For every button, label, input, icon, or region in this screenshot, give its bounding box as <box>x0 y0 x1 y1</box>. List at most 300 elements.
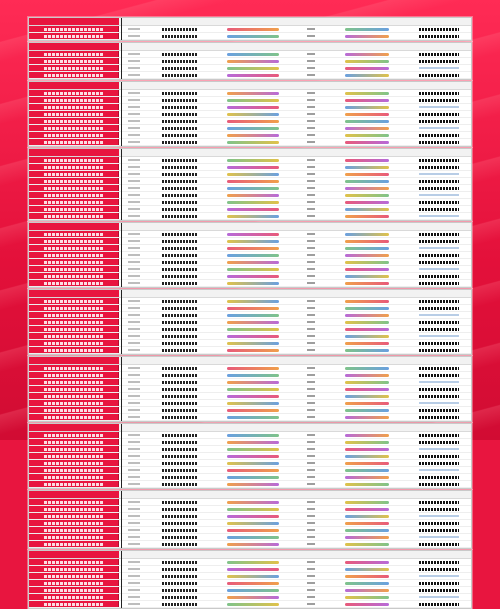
row-team-a <box>149 347 211 353</box>
row-vs-content <box>307 173 315 175</box>
row-team-a <box>149 513 211 519</box>
row-badge-b <box>327 379 407 385</box>
row-team-a-content <box>162 113 198 116</box>
row-badge-a <box>211 386 295 392</box>
row-team-a <box>149 312 211 318</box>
row-badge-a-content <box>227 187 279 190</box>
row-badge-a-content <box>227 127 279 130</box>
table-row[interactable] <box>29 259 471 266</box>
row-result <box>407 541 471 547</box>
table-row[interactable] <box>29 26 471 33</box>
row-category-content <box>44 74 104 77</box>
schedule-block <box>28 148 472 221</box>
table-row[interactable] <box>29 111 471 118</box>
table-row[interactable] <box>29 513 471 520</box>
row-result <box>407 499 471 505</box>
row-badge-b <box>327 33 407 39</box>
row-number <box>119 474 149 480</box>
row-badge-a <box>211 104 295 110</box>
row-extra-content <box>419 575 459 577</box>
row-badge-b-content <box>345 261 389 264</box>
row-number <box>119 460 149 466</box>
row-number <box>119 199 149 205</box>
table-row[interactable] <box>29 90 471 97</box>
row-result-content <box>419 483 459 486</box>
row-badge-a-content <box>227 35 279 38</box>
row-result <box>407 252 471 258</box>
row-category-content <box>44 300 104 303</box>
row-team-a <box>149 58 211 64</box>
row-team-a-content <box>162 240 198 243</box>
row-badge-a <box>211 580 295 586</box>
column-divider <box>121 43 122 79</box>
row-category-content <box>44 568 104 571</box>
row-extra-content <box>419 106 459 108</box>
row-badge-a-content <box>227 596 279 599</box>
row-number-content <box>128 127 140 129</box>
table-row[interactable] <box>29 319 471 326</box>
row-badge-b-content <box>345 240 389 243</box>
table-row[interactable] <box>29 280 471 287</box>
row-category-content <box>44 275 104 278</box>
row-badge-a <box>211 467 295 473</box>
row-badge-a <box>211 273 295 279</box>
table-row[interactable] <box>29 72 471 79</box>
row-team-a <box>149 104 211 110</box>
row-result <box>407 580 471 586</box>
row-number <box>119 347 149 353</box>
table-row[interactable] <box>29 481 471 488</box>
table-row[interactable] <box>29 326 471 333</box>
row-number <box>119 573 149 579</box>
row-badge-a-content <box>227 74 279 77</box>
row-vs <box>295 305 327 311</box>
row-result <box>407 481 471 487</box>
row-vs-content <box>307 201 315 203</box>
row-team-a-content <box>162 321 198 324</box>
row-badge-a <box>211 298 295 304</box>
row-category <box>29 104 119 110</box>
row-vs <box>295 326 327 332</box>
row-result-content <box>419 388 459 391</box>
table-row[interactable] <box>29 213 471 220</box>
block-date-label <box>29 551 119 558</box>
row-vs <box>295 580 327 586</box>
row-result <box>407 33 471 39</box>
row-result-content <box>419 113 459 116</box>
table-row[interactable] <box>29 340 471 347</box>
table-row[interactable] <box>29 312 471 319</box>
row-category <box>29 125 119 131</box>
row-vs-content <box>307 60 315 62</box>
row-vs <box>295 386 327 392</box>
row-team-a-content <box>162 469 198 472</box>
row-team-a-content <box>162 300 198 303</box>
row-result-content <box>419 374 459 377</box>
row-badge-a <box>211 587 295 593</box>
table-row[interactable] <box>29 372 471 379</box>
row-badge-a-content <box>227 568 279 571</box>
table-row[interactable] <box>29 386 471 393</box>
row-result <box>407 601 471 607</box>
row-vs-content <box>307 589 315 591</box>
row-category-content <box>44 67 104 70</box>
row-number-content <box>128 275 140 277</box>
row-badge-b <box>327 171 407 177</box>
row-result <box>407 527 471 533</box>
table-row[interactable] <box>29 566 471 573</box>
row-team-a <box>149 481 211 487</box>
row-number-content <box>128 575 140 577</box>
row-badge-b <box>327 601 407 607</box>
row-vs <box>295 474 327 480</box>
row-badge-b-content <box>345 483 389 486</box>
row-vs-content <box>307 187 315 189</box>
table-row[interactable] <box>29 139 471 146</box>
row-badge-a-content <box>227 402 279 405</box>
column-divider <box>121 551 122 608</box>
row-vs <box>295 407 327 413</box>
row-category <box>29 266 119 272</box>
table-row[interactable] <box>29 541 471 548</box>
row-badge-b <box>327 319 407 325</box>
row-team-a-content <box>162 342 198 345</box>
row-badge-a <box>211 259 295 265</box>
row-badge-a-content <box>227 522 279 525</box>
row-badge-b <box>327 206 407 212</box>
table-row[interactable] <box>29 132 471 139</box>
page-banner <box>0 0 500 16</box>
table-row[interactable] <box>29 185 471 192</box>
row-result-content <box>419 60 459 63</box>
row-extra <box>407 400 471 406</box>
row-vs <box>295 238 327 244</box>
row-badge-a-content <box>227 603 279 606</box>
row-team-a <box>149 298 211 304</box>
row-team-a-content <box>162 60 198 63</box>
table-row[interactable] <box>29 245 471 252</box>
row-number-content <box>128 374 140 376</box>
row-badge-a-content <box>227 92 279 95</box>
table-row[interactable] <box>29 97 471 104</box>
row-badge-a-content <box>227 448 279 451</box>
row-result <box>407 365 471 371</box>
row-badge-b <box>327 58 407 64</box>
table-row[interactable] <box>29 238 471 245</box>
row-number-content <box>128 261 140 263</box>
table-row[interactable] <box>29 51 471 58</box>
table-row[interactable] <box>29 580 471 587</box>
row-vs <box>295 280 327 286</box>
row-badge-a <box>211 326 295 332</box>
row-result-content <box>419 201 459 204</box>
row-number-content <box>128 106 140 108</box>
row-category-content <box>44 240 104 243</box>
row-result-content <box>419 476 459 479</box>
row-result-content <box>419 409 459 412</box>
row-badge-a <box>211 407 295 413</box>
row-category-content <box>44 508 104 511</box>
table-row[interactable] <box>29 520 471 527</box>
row-team-a <box>149 594 211 600</box>
row-number <box>119 499 149 505</box>
row-vs <box>295 587 327 593</box>
row-badge-b-content <box>345 374 389 377</box>
row-badge-a-content <box>227 501 279 504</box>
row-team-a <box>149 580 211 586</box>
row-number <box>119 379 149 385</box>
table-row[interactable] <box>29 474 471 481</box>
row-badge-b-content <box>345 173 389 176</box>
row-category <box>29 199 119 205</box>
row-vs-content <box>307 120 315 122</box>
row-result-content <box>419 455 459 458</box>
row-badge-a-content <box>227 67 279 70</box>
row-number <box>119 319 149 325</box>
row-number <box>119 125 149 131</box>
row-result-content <box>419 416 459 419</box>
row-result <box>407 111 471 117</box>
row-result <box>407 118 471 124</box>
row-number-content <box>128 201 140 203</box>
block-header <box>29 149 471 157</box>
row-vs <box>295 467 327 473</box>
row-vs-content <box>307 448 315 450</box>
row-badge-a-content <box>227 575 279 578</box>
table-row[interactable] <box>29 559 471 566</box>
table-row[interactable] <box>29 379 471 386</box>
row-team-a <box>149 446 211 452</box>
row-badge-b <box>327 372 407 378</box>
row-badge-b <box>327 481 407 487</box>
row-number-content <box>128 462 140 464</box>
table-row[interactable] <box>29 467 471 474</box>
row-vs-content <box>307 208 315 210</box>
row-result-content <box>419 35 459 38</box>
row-category-content <box>44 201 104 204</box>
row-team-a <box>149 192 211 198</box>
row-badge-b <box>327 125 407 131</box>
row-category-content <box>44 180 104 183</box>
table-row[interactable] <box>29 266 471 273</box>
row-number <box>119 171 149 177</box>
row-category-content <box>44 282 104 285</box>
table-row[interactable] <box>29 33 471 40</box>
table-row[interactable] <box>29 527 471 534</box>
row-vs-content <box>307 476 315 478</box>
row-badge-a <box>211 414 295 420</box>
table-row[interactable] <box>29 393 471 400</box>
row-badge-b <box>327 340 407 346</box>
block-date-label <box>29 290 119 297</box>
row-team-a <box>149 273 211 279</box>
row-result-content <box>419 300 459 303</box>
column-divider <box>121 82 122 146</box>
table-row[interactable] <box>29 171 471 178</box>
table-row[interactable] <box>29 453 471 460</box>
table-row[interactable] <box>29 157 471 164</box>
row-category-content <box>44 522 104 525</box>
table-row[interactable] <box>29 199 471 206</box>
table-row[interactable] <box>29 333 471 340</box>
row-badge-b-content <box>345 568 389 571</box>
row-category <box>29 594 119 600</box>
row-team-a-content <box>162 543 198 546</box>
row-badge-b-content <box>345 342 389 345</box>
row-team-a <box>149 400 211 406</box>
row-team-a <box>149 305 211 311</box>
table-row[interactable] <box>29 298 471 305</box>
table-row[interactable] <box>29 594 471 601</box>
row-result-content <box>419 166 459 169</box>
row-category-content <box>44 159 104 162</box>
table-row[interactable] <box>29 252 471 259</box>
row-vs-content <box>307 233 315 235</box>
row-badge-b <box>327 266 407 272</box>
row-badge-a <box>211 594 295 600</box>
row-category <box>29 467 119 473</box>
row-number-content <box>128 582 140 584</box>
row-vs-content <box>307 74 315 76</box>
row-extra-content <box>419 67 459 69</box>
table-row[interactable] <box>29 104 471 111</box>
row-result <box>407 132 471 138</box>
row-category-content <box>44 416 104 419</box>
table-row[interactable] <box>29 118 471 125</box>
row-category-content <box>44 113 104 116</box>
row-category <box>29 573 119 579</box>
row-team-a <box>149 280 211 286</box>
block-date-label <box>29 82 119 89</box>
row-vs-content <box>307 543 315 545</box>
row-number-content <box>128 173 140 175</box>
table-row[interactable] <box>29 439 471 446</box>
row-badge-a-content <box>227 201 279 204</box>
row-badge-a-content <box>227 321 279 324</box>
row-vs-content <box>307 113 315 115</box>
table-row[interactable] <box>29 460 471 467</box>
row-number-content <box>128 113 140 115</box>
row-extra-content <box>419 381 459 383</box>
row-vs-content <box>307 141 315 143</box>
row-category <box>29 379 119 385</box>
table-row[interactable] <box>29 347 471 354</box>
row-team-a-content <box>162 402 198 405</box>
row-number <box>119 90 149 96</box>
row-badge-a-content <box>227 469 279 472</box>
table-row[interactable] <box>29 534 471 541</box>
row-badge-a <box>211 231 295 237</box>
row-category <box>29 58 119 64</box>
row-category-content <box>44 596 104 599</box>
table-row[interactable] <box>29 206 471 213</box>
row-team-a-content <box>162 120 198 123</box>
table-row[interactable] <box>29 446 471 453</box>
row-badge-a-content <box>227 483 279 486</box>
row-number-content <box>128 596 140 598</box>
row-number-content <box>128 300 140 302</box>
row-number <box>119 393 149 399</box>
row-team-a <box>149 252 211 258</box>
table-row[interactable] <box>29 192 471 199</box>
row-team-a-content <box>162 247 198 250</box>
table-row[interactable] <box>29 499 471 506</box>
row-team-a-content <box>162 367 198 370</box>
table-row[interactable] <box>29 365 471 372</box>
table-row[interactable] <box>29 506 471 513</box>
row-number <box>119 414 149 420</box>
row-number-content <box>128 194 140 196</box>
row-badge-a-content <box>227 53 279 56</box>
row-result <box>407 58 471 64</box>
table-row[interactable] <box>29 178 471 185</box>
row-category <box>29 587 119 593</box>
table-row[interactable] <box>29 164 471 171</box>
row-category <box>29 305 119 311</box>
row-team-a-content <box>162 282 198 285</box>
row-result <box>407 326 471 332</box>
row-team-a-content <box>162 166 198 169</box>
row-team-a-content <box>162 307 198 310</box>
row-vs <box>295 97 327 103</box>
block-header <box>29 551 471 559</box>
table-row[interactable] <box>29 305 471 312</box>
row-team-a-content <box>162 589 198 592</box>
row-result-content <box>419 462 459 465</box>
row-badge-a <box>211 33 295 39</box>
row-result <box>407 340 471 346</box>
table-row[interactable] <box>29 573 471 580</box>
row-number-content <box>128 99 140 101</box>
row-team-a <box>149 171 211 177</box>
row-badge-a-content <box>227 455 279 458</box>
row-badge-b <box>327 132 407 138</box>
row-result-content <box>419 254 459 257</box>
row-category-content <box>44 335 104 338</box>
row-result-content <box>419 589 459 592</box>
table-row[interactable] <box>29 273 471 280</box>
column-divider <box>121 18 122 40</box>
row-team-a <box>149 245 211 251</box>
row-number-content <box>128 441 140 443</box>
row-result-content <box>419 141 459 144</box>
table-row[interactable] <box>29 407 471 414</box>
row-team-a-content <box>162 134 198 137</box>
row-result-content <box>419 261 459 264</box>
row-vs-content <box>307 300 315 302</box>
row-number-content <box>128 92 140 94</box>
row-badge-a <box>211 340 295 346</box>
row-badge-b-content <box>345 561 389 564</box>
row-number-content <box>128 208 140 210</box>
row-team-a <box>149 319 211 325</box>
table-row[interactable] <box>29 400 471 407</box>
table-row[interactable] <box>29 58 471 65</box>
table-row[interactable] <box>29 414 471 421</box>
row-category-content <box>44 515 104 518</box>
table-row[interactable] <box>29 65 471 72</box>
table-row[interactable] <box>29 601 471 608</box>
row-team-a-content <box>162 194 198 197</box>
row-badge-a-content <box>227 194 279 197</box>
row-badge-b-content <box>345 53 389 56</box>
table-row[interactable] <box>29 231 471 238</box>
row-number-content <box>128 60 140 62</box>
table-row[interactable] <box>29 125 471 132</box>
row-badge-a <box>211 213 295 219</box>
row-badge-b-content <box>345 589 389 592</box>
table-row[interactable] <box>29 587 471 594</box>
